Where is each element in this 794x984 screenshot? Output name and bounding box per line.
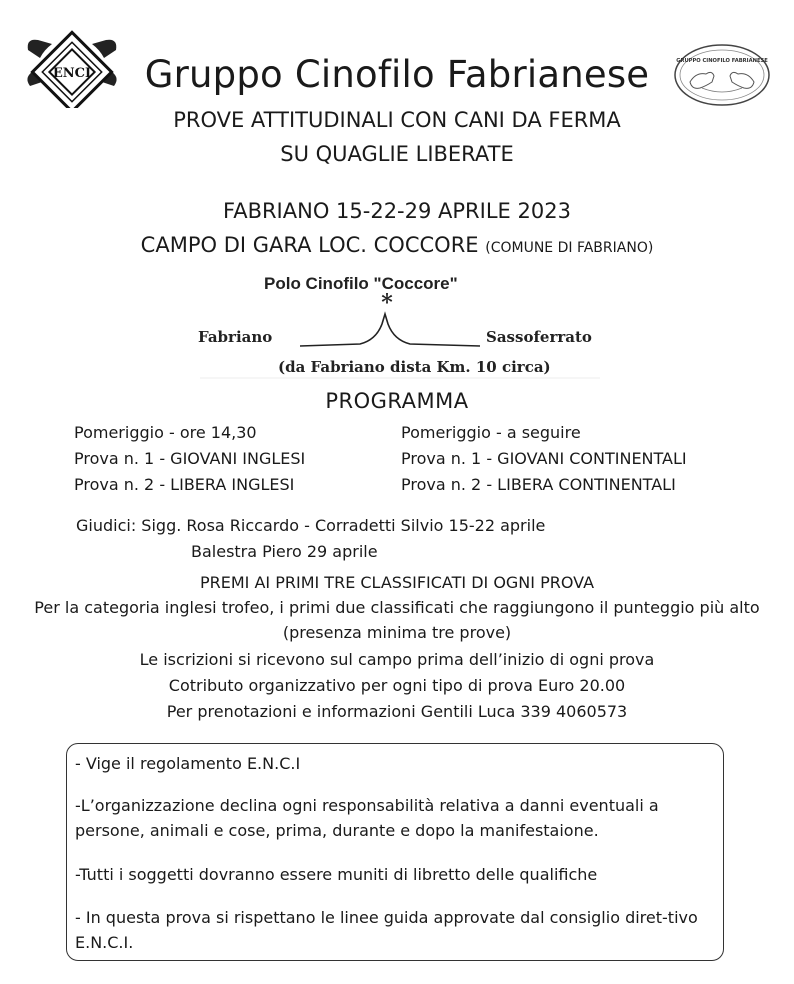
contributo-text: Cotributo organizzativo per ogni tipo di prova Euro 20.00	[168, 676, 626, 695]
programma-right-item: Pomeriggio - a seguire	[401, 423, 581, 442]
location-map	[190, 266, 610, 386]
programma-right-column	[401, 420, 687, 498]
location-name: CAMPO DI GARA LOC. COCCORE	[140, 233, 479, 257]
rule-item: -Tutti i soggetti dovranno essere muniti di libretto delle qualifiche	[75, 865, 598, 884]
map-marker: *	[381, 290, 393, 316]
programma-left-item: Prova n. 1 - GIOVANI INGLESI	[74, 449, 306, 468]
programma-right-item: Prova n. 2 - LIBERA CONTINENTALI	[401, 475, 676, 494]
subtitle-line-1: PROVE ATTITUDINALI CON CANI DA FERMA	[173, 108, 621, 132]
prenotazioni-text: Per prenotazioni e informazioni Gentili Luca 339 4060573	[166, 702, 628, 721]
trofeo-text: Per la categoria inglesi trofeo, i primi due classificati che raggiungono il punteggio più alto	[34, 598, 760, 617]
page-title: Gruppo Cinofilo Fabrianese	[144, 53, 650, 96]
event-dates: FABRIANO 15-22-29 APRILE 2023	[223, 199, 571, 223]
giudici-line-1: Giudici: Sigg. Rosa Riccardo - Corradetti Silvio 15-22 aprile	[76, 516, 546, 535]
programma-left-item: Pomeriggio - ore 14,30	[74, 423, 257, 442]
programma-right-item: Prova n. 1 - GIOVANI CONTINENTALI	[401, 449, 687, 468]
subtitle-line-2: SU QUAGLIE LIBERATE	[280, 142, 514, 166]
premi-text: PREMI AI PRIMI TRE CLASSIFICATI DI OGNI PROVA	[199, 573, 595, 592]
giudici-line-2: Balestra Piero 29 aprile	[191, 542, 378, 561]
presenza-text: (presenza minima tre prove)	[282, 623, 512, 642]
map-title: Polo Cinofilo "Coccore"	[264, 274, 458, 293]
map-label-sassoferrato: Sassoferrato	[486, 328, 592, 346]
programma-heading: PROGRAMMA	[325, 389, 469, 413]
location-note: (COMUNE DI FABRIANO)	[485, 240, 654, 256]
map-label-fabriano: Fabriano	[198, 328, 273, 346]
map-road	[300, 314, 480, 346]
programma-left-item: Prova n. 2 - LIBERA INGLESI	[74, 475, 295, 494]
programma-left-column	[74, 420, 305, 498]
rule-item: - In questa prova si rispettano le linee guida approvate dal consiglio diret-tivo E.N.C.I.	[75, 908, 698, 952]
enci-logo-text: ENCI	[52, 66, 92, 81]
iscrizioni-text: Le iscrizioni si ricevono sul campo prima dell’inizio di ogni prova	[139, 650, 655, 669]
rules-box	[66, 743, 724, 961]
rule-item: -L’organizzazione declina ogni responsabilità relativa a danni eventuali a persone, animali e cose, prima, durante e dopo la manifestaione.	[75, 796, 659, 840]
event-location	[0, 230, 794, 263]
map-distance: (da Fabriano dista Km. 10 circa)	[278, 358, 551, 376]
rule-item: - Vige il regolamento E.N.C.I	[75, 754, 301, 773]
club-logo-text: GRUPPO CINOFILO FABRIANESE	[676, 58, 768, 64]
